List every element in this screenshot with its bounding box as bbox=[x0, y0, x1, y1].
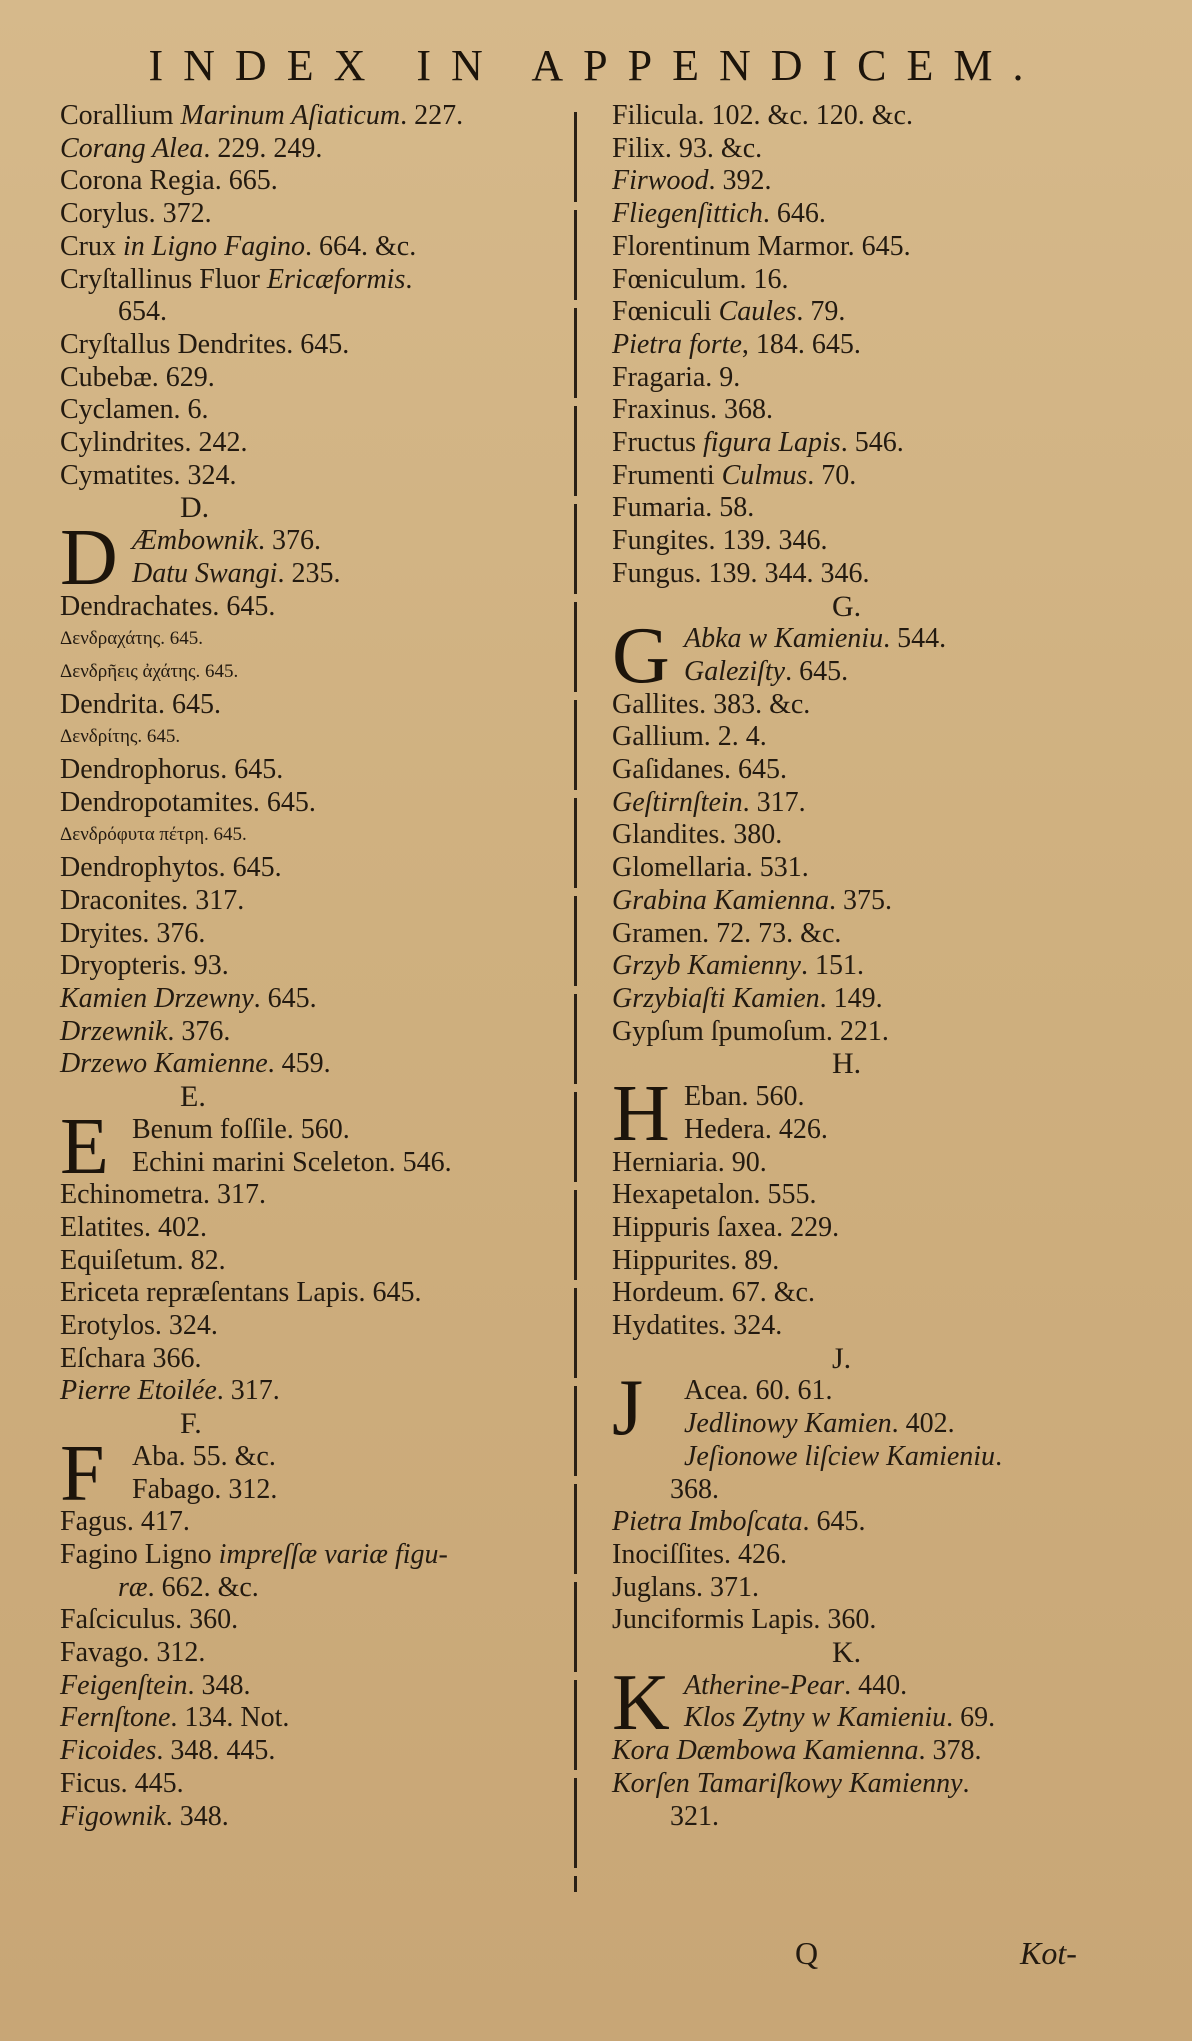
roman-text: Herniaria. 90. bbox=[612, 1146, 767, 1178]
roman-text: 368. bbox=[670, 1473, 719, 1505]
drop-cap: J bbox=[612, 1364, 644, 1453]
roman-text: . 376. bbox=[258, 525, 321, 557]
index-entry bbox=[612, 1408, 1142, 1441]
index-entry bbox=[60, 1179, 560, 1212]
index-entry bbox=[60, 1539, 560, 1572]
italic-text: Abka w Kamieniu bbox=[684, 623, 884, 655]
index-entry bbox=[60, 656, 560, 689]
section-letter bbox=[612, 1048, 1142, 1081]
roman-text: H. bbox=[832, 1047, 862, 1081]
section-letter bbox=[612, 1343, 1142, 1376]
roman-text: Aba. 55. &c. bbox=[132, 1440, 276, 1472]
roman-text: Glandites. 380. bbox=[612, 819, 783, 851]
index-entry bbox=[60, 852, 560, 885]
index-entry bbox=[612, 1147, 1142, 1180]
section-letter bbox=[612, 1637, 1142, 1670]
roman-text: Fumaria. 58. bbox=[612, 492, 755, 524]
roman-text: Δενδραχάτης. 645. bbox=[60, 628, 203, 650]
index-entry bbox=[60, 1474, 560, 1507]
roman-text: Equiſetum. 82. bbox=[60, 1244, 226, 1276]
index-entry bbox=[612, 362, 1142, 395]
index-entry bbox=[60, 362, 560, 395]
index-entry bbox=[612, 1016, 1142, 1049]
index-entry bbox=[612, 787, 1142, 820]
roman-text: . 79. bbox=[796, 296, 846, 328]
italic-text: Atherine-Pear bbox=[684, 1669, 845, 1701]
italic-text: Pietra forte bbox=[612, 328, 742, 360]
index-entry bbox=[60, 1506, 560, 1539]
roman-text: Filix. 93. &c. bbox=[612, 132, 763, 164]
italic-text: Pierre Etoilée bbox=[60, 1375, 217, 1407]
italic-text: Datu Swangi bbox=[132, 557, 278, 589]
left-column bbox=[60, 100, 560, 1833]
index-entry bbox=[612, 656, 1142, 689]
roman-text: . 662. &c. bbox=[147, 1571, 259, 1603]
index-entry bbox=[60, 460, 560, 493]
index-entry bbox=[612, 264, 1142, 297]
roman-text: Hexapetalon. 555. bbox=[612, 1179, 817, 1211]
roman-text: Filicula. 102. &c. 120. &c. bbox=[612, 100, 913, 131]
roman-text: Fagino Ligno bbox=[60, 1538, 219, 1570]
italic-text: Grzyb Kamienny bbox=[612, 950, 801, 982]
roman-text: , 184. 645. bbox=[741, 328, 861, 360]
index-entry bbox=[60, 1310, 560, 1343]
roman-text: . 375. bbox=[829, 884, 892, 916]
roman-text: Hydatites. 324. bbox=[612, 1310, 783, 1342]
drop-cap: E bbox=[60, 1102, 109, 1191]
roman-text: Gramen. 72. 73. &c. bbox=[612, 917, 842, 949]
roman-text: Echinometra. 317. bbox=[60, 1179, 267, 1211]
roman-text: Gypſum ſpumoſum. 221. bbox=[612, 1015, 889, 1047]
index-entry bbox=[60, 983, 560, 1016]
index-entry bbox=[612, 1604, 1142, 1637]
drop-cap: H bbox=[612, 1070, 670, 1159]
roman-text: Hippurites. 89. bbox=[612, 1244, 780, 1276]
roman-text: . 440. bbox=[844, 1669, 908, 1701]
index-entry bbox=[612, 394, 1142, 427]
index-entry bbox=[60, 165, 560, 198]
index-entry bbox=[612, 1539, 1142, 1572]
roman-text: G. bbox=[832, 589, 862, 623]
catchword: Kot- bbox=[1020, 1935, 1077, 1971]
index-entry bbox=[60, 1735, 560, 1768]
roman-text: . 646. bbox=[762, 198, 826, 230]
roman-text: Juglans. 371. bbox=[612, 1571, 759, 1603]
italic-text: figura Lapis bbox=[703, 427, 841, 459]
index-entry-continuation bbox=[612, 1801, 1142, 1834]
roman-text: . 229. 249. bbox=[203, 132, 323, 164]
index-entry bbox=[60, 264, 560, 297]
italic-text: Kamien Drzewny bbox=[60, 982, 254, 1014]
roman-text: Dendrachates. 645. bbox=[60, 590, 276, 622]
roman-text: Echini marini Sceleton. 546. bbox=[132, 1146, 452, 1178]
index-entry bbox=[60, 427, 560, 460]
index-entry bbox=[612, 558, 1142, 591]
italic-text: Culmus bbox=[721, 459, 808, 491]
index-entry bbox=[612, 1277, 1142, 1310]
roman-text: . 546. bbox=[840, 427, 904, 459]
page-header: INDEX IN APPENDICEM. bbox=[148, 41, 1044, 90]
index-entry bbox=[60, 1801, 560, 1834]
index-entry bbox=[60, 198, 560, 231]
index-entry bbox=[60, 558, 560, 591]
index-entry bbox=[612, 231, 1142, 264]
roman-text: . 134. Not. bbox=[170, 1702, 290, 1734]
index-entry bbox=[60, 787, 560, 820]
index-entry bbox=[612, 198, 1142, 231]
index-entry bbox=[60, 591, 560, 624]
roman-text: Eban. 560. bbox=[684, 1081, 805, 1113]
roman-text: Hordeum. 67. &c. bbox=[612, 1277, 815, 1309]
index-entry bbox=[60, 1637, 560, 1670]
roman-text: . 544. bbox=[883, 623, 947, 655]
index-entry bbox=[612, 165, 1142, 198]
roman-text: . 151. bbox=[800, 950, 864, 982]
roman-text: Ericeta repræſentans Lapis. 645. bbox=[60, 1277, 422, 1309]
index-entry bbox=[612, 754, 1142, 787]
index-entry bbox=[60, 1212, 560, 1245]
signature-mark: Q bbox=[795, 1935, 819, 1971]
index-entry bbox=[612, 427, 1142, 460]
italic-text: Marinum Aſiaticum bbox=[180, 100, 401, 131]
index-entry bbox=[60, 885, 560, 918]
index-entry bbox=[612, 296, 1142, 329]
italic-text: Corang Alea bbox=[60, 132, 204, 164]
roman-text: . 376. bbox=[167, 1015, 231, 1047]
roman-text: Junciformis Lapis. 360. bbox=[612, 1604, 877, 1636]
index-entry bbox=[60, 1768, 560, 1801]
roman-text: . 348. 445. bbox=[156, 1735, 276, 1767]
roman-text: J. bbox=[832, 1341, 852, 1375]
italic-text: Jeſionowe liſciew Kamieniu bbox=[684, 1440, 996, 1472]
roman-text: Δενδρῆεις ἀχάτης. 645. bbox=[60, 660, 239, 682]
roman-text: Faſciculus. 360. bbox=[60, 1604, 239, 1636]
section-letter bbox=[60, 1081, 560, 1114]
roman-text: Fungus. 139. 344. 346. bbox=[612, 557, 870, 589]
index-entry-continuation bbox=[60, 296, 560, 329]
index-entry bbox=[612, 983, 1142, 1016]
italic-text: Klos Zytny w Kamieniu bbox=[684, 1702, 947, 1734]
italic-text: Korſen Tamariſkowy Kamienny bbox=[612, 1767, 963, 1799]
index-entry bbox=[612, 492, 1142, 525]
index-entry bbox=[612, 1768, 1142, 1801]
roman-text: Fœniculum. 16. bbox=[612, 263, 789, 295]
index-entry bbox=[612, 950, 1142, 983]
roman-text: . 664. &c. bbox=[305, 230, 417, 262]
index-entry bbox=[612, 1245, 1142, 1278]
index-entry-continuation bbox=[612, 1474, 1142, 1507]
roman-text: Dendrophytos. 645. bbox=[60, 852, 282, 884]
roman-text: . bbox=[405, 263, 413, 295]
roman-text: D. bbox=[180, 491, 210, 525]
index-entry bbox=[612, 852, 1142, 885]
italic-text: Galeziſty bbox=[684, 655, 786, 687]
index-entry bbox=[612, 1702, 1142, 1735]
roman-text: Favago. 312. bbox=[60, 1637, 206, 1669]
index-entry bbox=[60, 689, 560, 722]
drop-cap: F bbox=[60, 1429, 105, 1518]
roman-text: Fœniculi bbox=[612, 296, 719, 328]
italic-text: Fernſtone bbox=[60, 1702, 171, 1734]
index-entry bbox=[60, 950, 560, 983]
roman-text: . 227. bbox=[400, 100, 464, 131]
italic-text: Drzewnik bbox=[60, 1015, 168, 1047]
roman-text: Fragaria. 9. bbox=[612, 361, 741, 393]
roman-text: Fraxinus. 368. bbox=[612, 394, 773, 426]
index-entry bbox=[612, 1735, 1142, 1768]
roman-text: Ficus. 445. bbox=[60, 1767, 184, 1799]
italic-text: impreſſæ variæ figu- bbox=[218, 1538, 448, 1570]
index-entry bbox=[60, 1604, 560, 1637]
roman-text: 321. bbox=[670, 1800, 719, 1832]
roman-text: . 378. bbox=[918, 1735, 982, 1767]
column-rule bbox=[574, 112, 577, 1892]
roman-text: Dendrophorus. 645. bbox=[60, 754, 284, 786]
roman-text: Acea. 60. 61. bbox=[684, 1375, 833, 1407]
index-entry bbox=[612, 1441, 1142, 1474]
roman-text: F. bbox=[180, 1407, 202, 1441]
roman-text: Fungites. 139. 346. bbox=[612, 525, 828, 557]
italic-text: Figownik bbox=[60, 1800, 166, 1832]
roman-text: Crux bbox=[60, 230, 123, 262]
italic-text: Caules bbox=[718, 296, 797, 328]
index-entry bbox=[60, 623, 560, 656]
roman-text: . 149. bbox=[819, 982, 883, 1014]
roman-text: Fagus. 417. bbox=[60, 1506, 190, 1538]
section-letter bbox=[60, 1408, 560, 1441]
roman-text: . 459. bbox=[267, 1048, 331, 1080]
roman-text: . 645. bbox=[802, 1506, 866, 1538]
index-entry bbox=[612, 1212, 1142, 1245]
section-letter bbox=[612, 591, 1142, 624]
index-entry bbox=[612, 1506, 1142, 1539]
index-entry bbox=[612, 133, 1142, 166]
index-entry bbox=[60, 133, 560, 166]
index-entry bbox=[60, 754, 560, 787]
roman-text: Dryites. 376. bbox=[60, 917, 206, 949]
roman-text: Hippuris ſaxea. 229. bbox=[612, 1211, 840, 1243]
roman-text: Inociſſites. 426. bbox=[612, 1538, 787, 1570]
roman-text: Δενδρόφυτα πέτρη. 645. bbox=[60, 824, 247, 846]
index-entry bbox=[60, 1245, 560, 1278]
roman-text: . 317. bbox=[216, 1375, 280, 1407]
roman-text: Dendropotamites. 645. bbox=[60, 786, 316, 818]
roman-text: E. bbox=[180, 1080, 206, 1114]
index-entry bbox=[612, 1310, 1142, 1343]
italic-text: ræ bbox=[118, 1571, 148, 1603]
italic-text: Grzybiaſti Kamien bbox=[612, 982, 820, 1014]
index-entry bbox=[612, 525, 1142, 558]
index-entry bbox=[60, 1277, 560, 1310]
index-entry bbox=[60, 100, 560, 133]
roman-text: Fabago. 312. bbox=[132, 1473, 278, 1505]
roman-text: Cubebæ. 629. bbox=[60, 361, 215, 393]
roman-text: Gallium. 2. 4. bbox=[612, 721, 767, 753]
italic-text: Kora Dæmbowa Kamienna bbox=[612, 1735, 919, 1767]
index-entry bbox=[60, 1670, 560, 1703]
index-entry bbox=[60, 1702, 560, 1735]
roman-text: Cymatites. 324. bbox=[60, 459, 237, 491]
italic-text: Feigenſtein bbox=[60, 1669, 188, 1701]
italic-text: Geſtirnſtein bbox=[612, 786, 743, 818]
roman-text: Eſchara 366. bbox=[60, 1342, 202, 1374]
drop-cap: G bbox=[612, 612, 670, 701]
roman-text: . 392. bbox=[708, 165, 772, 197]
italic-text: Jedlinowy Kamien bbox=[684, 1408, 892, 1440]
italic-text: Æmbownik bbox=[132, 525, 258, 557]
index-entry bbox=[60, 918, 560, 951]
index-entry bbox=[612, 1572, 1142, 1605]
index-entry bbox=[612, 100, 1142, 133]
drop-cap: D bbox=[60, 514, 118, 603]
index-entry bbox=[612, 721, 1142, 754]
italic-text: Ericæformis bbox=[266, 263, 406, 295]
index-entry bbox=[612, 329, 1142, 362]
right-column bbox=[612, 100, 1142, 1833]
roman-text: Erotylos. 324. bbox=[60, 1310, 218, 1342]
index-entry bbox=[60, 231, 560, 264]
roman-text: . 69. bbox=[946, 1702, 996, 1734]
index-entry bbox=[612, 918, 1142, 951]
roman-text: . 235. bbox=[277, 557, 341, 589]
roman-text: Gallites. 383. &c. bbox=[612, 688, 811, 720]
roman-text: Gaſidanes. 645. bbox=[612, 754, 787, 786]
drop-cap: K bbox=[612, 1658, 670, 1747]
roman-text: Corylus. 372. bbox=[60, 198, 212, 230]
roman-text: . 70. bbox=[807, 459, 857, 491]
index-entry bbox=[612, 819, 1142, 852]
index-entry bbox=[60, 1343, 560, 1376]
roman-text: . 348. bbox=[187, 1669, 251, 1701]
index-entry bbox=[60, 1048, 560, 1081]
roman-text: 654. bbox=[118, 296, 167, 328]
roman-text: . 317. bbox=[742, 786, 806, 818]
roman-text: Corona Regia. 665. bbox=[60, 165, 278, 197]
index-entry bbox=[60, 1016, 560, 1049]
italic-text: Grabina Kamienna bbox=[612, 884, 829, 916]
index-entry bbox=[60, 394, 560, 427]
roman-text: Cylindrites. 242. bbox=[60, 427, 248, 459]
roman-text: . bbox=[995, 1440, 1003, 1472]
roman-text: Hedera. 426. bbox=[684, 1113, 828, 1145]
roman-text: Glomellaria. 531. bbox=[612, 852, 809, 884]
roman-text: Dryopteris. 93. bbox=[60, 950, 229, 982]
italic-text: Pietra Imboſcata bbox=[612, 1506, 803, 1538]
roman-text: . 348. bbox=[165, 1800, 229, 1832]
index-entry bbox=[612, 885, 1142, 918]
italic-text: Firwood bbox=[612, 165, 709, 197]
roman-text: Cryſtallinus Fluor bbox=[60, 263, 267, 295]
italic-text: Ficoides bbox=[60, 1735, 157, 1767]
index-entry bbox=[60, 1375, 560, 1408]
index-entry bbox=[60, 329, 560, 362]
index-entry bbox=[612, 1179, 1142, 1212]
index-entry-continuation bbox=[60, 1572, 560, 1605]
roman-text: Draconites. 317. bbox=[60, 884, 245, 916]
roman-text: Frumenti bbox=[612, 459, 722, 491]
index-entry bbox=[60, 721, 560, 754]
italic-text: Fliegenſittich bbox=[612, 198, 763, 230]
roman-text: Cryſtallus Dendrites. 645. bbox=[60, 328, 350, 360]
roman-text: . 402. bbox=[891, 1408, 955, 1440]
index-entry bbox=[612, 1114, 1142, 1147]
index-entry bbox=[612, 460, 1142, 493]
index-entry bbox=[612, 689, 1142, 722]
roman-text: . bbox=[962, 1767, 970, 1799]
roman-text: Benum foſſile. 560. bbox=[132, 1113, 350, 1145]
roman-text: Corallium bbox=[60, 100, 181, 131]
roman-text: K. bbox=[832, 1636, 862, 1670]
roman-text: . 645. bbox=[253, 982, 317, 1014]
italic-text: in Ligno Fagino bbox=[123, 230, 306, 262]
index-entry bbox=[60, 819, 560, 852]
roman-text: . 645. bbox=[785, 655, 849, 687]
roman-text: Cyclamen. 6. bbox=[60, 394, 209, 426]
italic-text: Drzewo Kamienne bbox=[60, 1048, 268, 1080]
roman-text: Dendrita. 645. bbox=[60, 688, 221, 720]
roman-text: Florentinum Marmor. 645. bbox=[612, 230, 911, 262]
roman-text: Elatites. 402. bbox=[60, 1211, 207, 1243]
index-entry bbox=[60, 1147, 560, 1180]
section-letter bbox=[60, 492, 560, 525]
roman-text: Fructus bbox=[612, 427, 703, 459]
roman-text: Δενδρίτης. 645. bbox=[60, 726, 181, 748]
